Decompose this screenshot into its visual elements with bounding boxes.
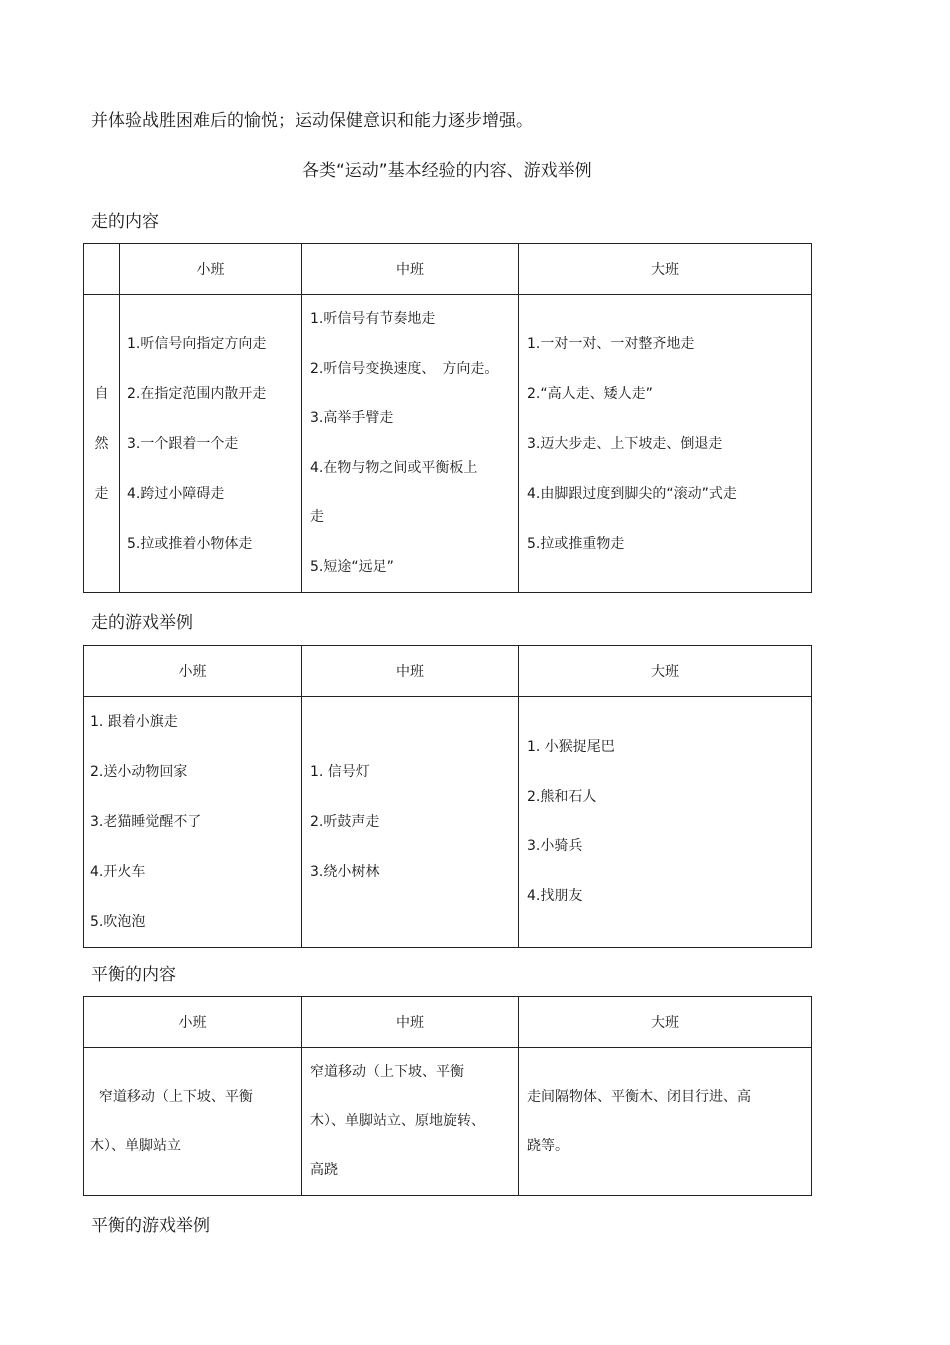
header-cell-middle: 中班 (302, 244, 519, 295)
header-cell-small: 小班 (84, 646, 302, 697)
list-item: 1. 跟着小旗走 (90, 714, 178, 730)
list-item: 木）、单脚站立 (90, 1137, 181, 1154)
list-item: 高跷 (310, 1162, 338, 1178)
large-class-cell (519, 295, 812, 593)
row-label-char: 然 (94, 435, 109, 452)
list-item: 2.送小动物回家 (90, 764, 188, 780)
row-label-char: 走 (94, 485, 109, 502)
list-item: 3.绕小树林 (310, 864, 380, 880)
list-item: 窄道移动（上下坡、平衡 (310, 1064, 464, 1080)
list-item: 4.找朋友 (527, 887, 583, 904)
list-item: 4.由脚跟过度到脚尖的“滚动”式走 (527, 485, 737, 502)
small-class-cell (84, 697, 302, 948)
list-item: 5.拉或推重物走 (527, 535, 625, 552)
list-item: 3.老猫睡觉醒不了 (90, 814, 202, 830)
list-item: 1. 小猴捉尾巴 (527, 739, 615, 755)
header-cell-middle: 中班 (302, 997, 519, 1048)
list-item: 4.开火车 (90, 864, 146, 880)
header-cell-empty (84, 244, 120, 295)
walk-games-table (83, 645, 812, 948)
list-item: 5.短途“远足” (310, 558, 394, 575)
list-item: 2.熊和石人 (527, 788, 597, 805)
list-item: 4.在物与物之间或平衡板上 (310, 459, 478, 476)
list-item: 5.吹泡泡 (90, 914, 146, 930)
list-item: 窄道移动（上下坡、平衡 (90, 1088, 253, 1105)
list-item: 3.一个跟着一个走 (127, 435, 239, 452)
list-item: 跷等。 (527, 1137, 569, 1154)
list-item: 2.“高人走、矮人走” (527, 385, 653, 402)
large-class-cell (519, 697, 812, 948)
list-item: 走间隔物体、平衡木、闭目行进、高 (527, 1088, 751, 1105)
middle-class-cell (302, 697, 519, 948)
list-item: 木）、单脚站立、原地旋转、 (310, 1113, 485, 1129)
list-item: 2.听信号变换速度、 方向走。 (310, 360, 499, 377)
list-item: 2.听鼓声走 (310, 814, 380, 830)
list-item: 5.拉或推着小物体走 (127, 535, 253, 552)
document-title: 各类“运动”基本经验的内容、游戏举例 (302, 161, 592, 181)
list-item: 1.听信号向指定方向走 (127, 335, 267, 352)
list-item: 4.跨过小障碍走 (127, 485, 225, 502)
middle-class-cell (302, 1048, 519, 1196)
balance-content-table (83, 996, 812, 1196)
list-item: 1. 信号灯 (310, 764, 370, 780)
list-item: 1.听信号有节奏地走 (310, 311, 436, 327)
header-cell-small: 小班 (84, 997, 302, 1048)
intro-paragraph: 并体验战胜困难后的愉悦；运动保健意识和能力逐步增强。 (91, 111, 533, 131)
list-item: 3.迈大步走、上下坡走、倒退走 (527, 435, 723, 452)
header-cell-large: 大班 (519, 997, 812, 1048)
balance-games-heading: 平衡的游戏举例 (91, 1216, 210, 1236)
list-item: 走 (310, 509, 324, 525)
list-item: 1.一对一对、一对整齐地走 (527, 335, 695, 352)
list-item: 3.小骑兵 (527, 838, 583, 854)
row-label-cell (84, 295, 120, 593)
header-cell-small: 小班 (120, 244, 302, 295)
header-cell-large: 大班 (519, 646, 812, 697)
list-item: 3.高举手臂走 (310, 410, 394, 426)
large-class-cell (519, 1048, 812, 1196)
header-cell-middle: 中班 (302, 646, 519, 697)
row-label-char: 自 (94, 385, 109, 402)
small-class-cell (84, 1048, 302, 1196)
middle-class-cell (302, 295, 519, 593)
walk-games-heading: 走的游戏举例 (91, 613, 193, 633)
list-item: 2.在指定范围内散开走 (127, 385, 267, 402)
small-class-cell (120, 295, 302, 593)
header-cell-large: 大班 (519, 244, 812, 295)
walk-content-heading: 走的内容 (91, 212, 159, 232)
walk-content-table (83, 243, 812, 593)
balance-content-heading: 平衡的内容 (91, 965, 176, 985)
